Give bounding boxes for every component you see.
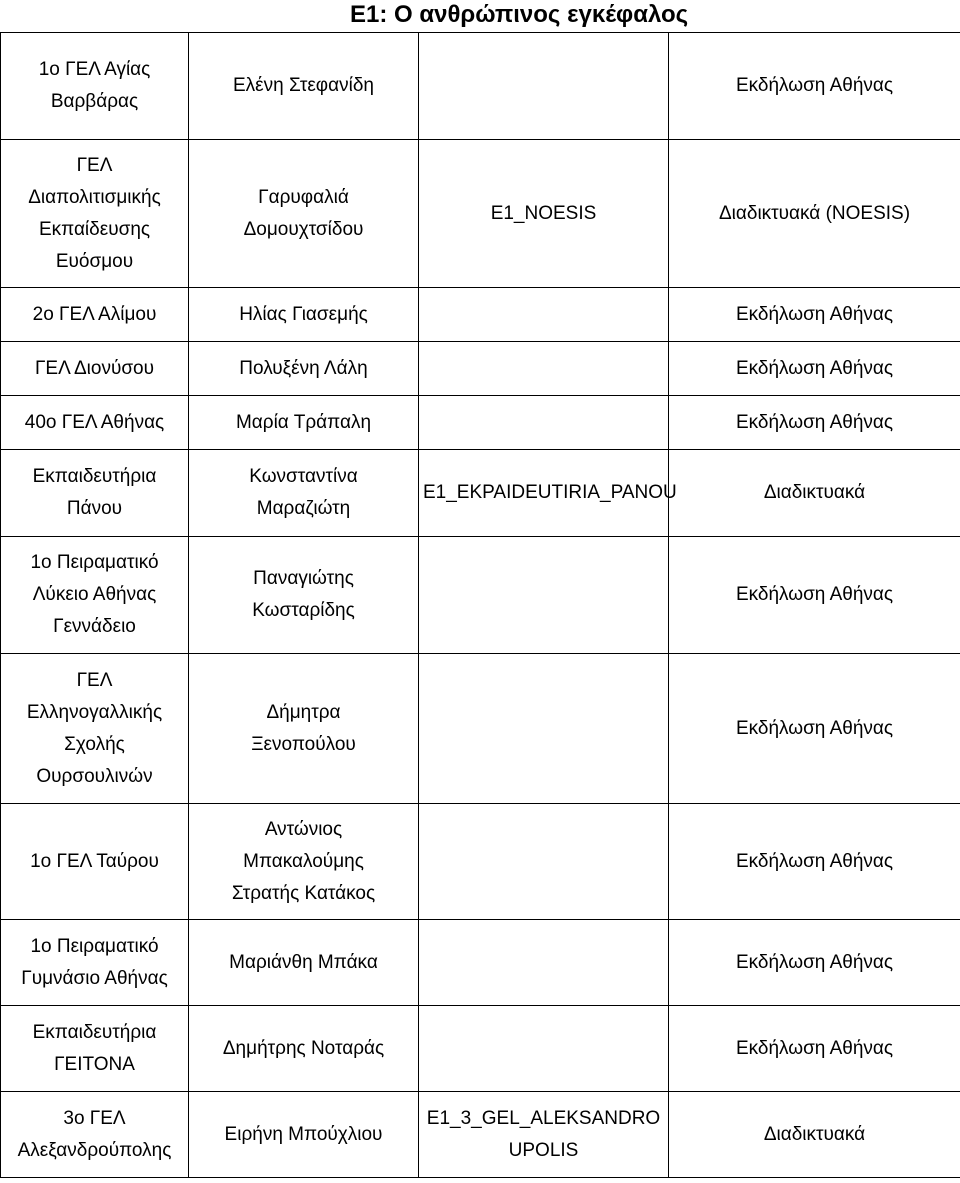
teacher-cell: Ελένη Στεφανίδη bbox=[189, 33, 419, 140]
teacher-cell: Ηλίας Γιασεμής bbox=[189, 288, 419, 342]
code-cell bbox=[419, 537, 669, 654]
table-row bbox=[1, 1006, 960, 1092]
participants-table bbox=[0, 32, 960, 1178]
event-cell: Διαδικτυακά (NOESIS) bbox=[669, 140, 960, 288]
teacher-cell: Μαριάνθη Μπάκα bbox=[189, 920, 419, 1006]
code-cell bbox=[419, 804, 669, 920]
table-row bbox=[1, 396, 960, 450]
school-cell: 3ο ΓΕΛ Αλεξανδρούπολης bbox=[1, 1092, 189, 1178]
table-row bbox=[1, 654, 960, 804]
code-cell bbox=[419, 342, 669, 396]
event-cell: Διαδικτυακά bbox=[669, 450, 960, 537]
school-cell: 1ο Πειραματικό Λύκειο Αθήνας Γεννάδειο bbox=[1, 537, 189, 654]
teacher-cell: Πολυξένη Λάλη bbox=[189, 342, 419, 396]
code-cell bbox=[419, 920, 669, 1006]
code-cell: E1_EKPAIDEUTIRIA_PANOU bbox=[419, 450, 669, 537]
table-row bbox=[1, 450, 960, 537]
teacher-cell: Δήμητρα Ξενοπούλου bbox=[189, 654, 419, 804]
school-cell: Εκπαιδευτήρια ΓΕΙΤΟΝΑ bbox=[1, 1006, 189, 1092]
event-cell: Εκδήλωση Αθήνας bbox=[669, 33, 960, 140]
event-cell: Εκδήλωση Αθήνας bbox=[669, 396, 960, 450]
school-cell: ΓΕΛ Ελληνογαλλικής Σχολής Ουρσουλινών bbox=[1, 654, 189, 804]
teacher-cell: Μαρία Τράπαλη bbox=[189, 396, 419, 450]
school-cell: 1ο ΓΕΛ Αγίας Βαρβάρας bbox=[1, 33, 189, 140]
table-row bbox=[1, 804, 960, 920]
table-row bbox=[1, 920, 960, 1006]
code-cell bbox=[419, 654, 669, 804]
code-cell: E1_3_GEL_ALEKSANDROUPOLIS bbox=[419, 1092, 669, 1178]
teacher-cell: Ειρήνη Μπούχλιου bbox=[189, 1092, 419, 1178]
event-cell: Εκδήλωση Αθήνας bbox=[669, 804, 960, 920]
event-cell: Εκδήλωση Αθήνας bbox=[669, 288, 960, 342]
event-cell: Εκδήλωση Αθήνας bbox=[669, 1006, 960, 1092]
table-row bbox=[1, 1092, 960, 1178]
teacher-cell: Γαρυφαλιά Δομουχτσίδου bbox=[189, 140, 419, 288]
code-cell bbox=[419, 396, 669, 450]
page-title: E1: Ο ανθρώπινος εγκέφαλος bbox=[350, 1, 689, 28]
event-cell: Εκδήλωση Αθήνας bbox=[669, 920, 960, 1006]
school-cell: Εκπαιδευτήρια Πάνου bbox=[1, 450, 189, 537]
code-cell: E1_NOESIS bbox=[419, 140, 669, 288]
table-row bbox=[1, 342, 960, 396]
table-row bbox=[1, 537, 960, 654]
teacher-cell: Κωνσταντίνα Μαραζιώτη bbox=[189, 450, 419, 537]
table-row bbox=[1, 140, 960, 288]
event-cell: Εκδήλωση Αθήνας bbox=[669, 654, 960, 804]
school-cell: 40ο ΓΕΛ Αθήνας bbox=[1, 396, 189, 450]
school-cell: ΓΕΛ Διονύσου bbox=[1, 342, 189, 396]
school-cell: 2ο ΓΕΛ Αλίμου bbox=[1, 288, 189, 342]
event-cell: Εκδήλωση Αθήνας bbox=[669, 342, 960, 396]
code-cell bbox=[419, 1006, 669, 1092]
table-row bbox=[1, 33, 960, 140]
code-cell bbox=[419, 33, 669, 140]
school-cell: ΓΕΛ Διαπολιτισμικής Εκπαίδευσης Ευόσμου bbox=[1, 140, 189, 288]
school-cell: 1ο Πειραματικό Γυμνάσιο Αθήνας bbox=[1, 920, 189, 1006]
teacher-cell: Παναγιώτης Κωσταρίδης bbox=[189, 537, 419, 654]
event-cell: Διαδικτυακά bbox=[669, 1092, 960, 1178]
school-cell: 1ο ΓΕΛ Ταύρου bbox=[1, 804, 189, 920]
teacher-cell: Δημήτρης Νοταράς bbox=[189, 1006, 419, 1092]
teacher-cell: Αντώνιος Μπακαλούμης Στρατής Κατάκος bbox=[189, 804, 419, 920]
event-cell: Εκδήλωση Αθήνας bbox=[669, 537, 960, 654]
code-cell bbox=[419, 288, 669, 342]
table-row bbox=[1, 288, 960, 342]
